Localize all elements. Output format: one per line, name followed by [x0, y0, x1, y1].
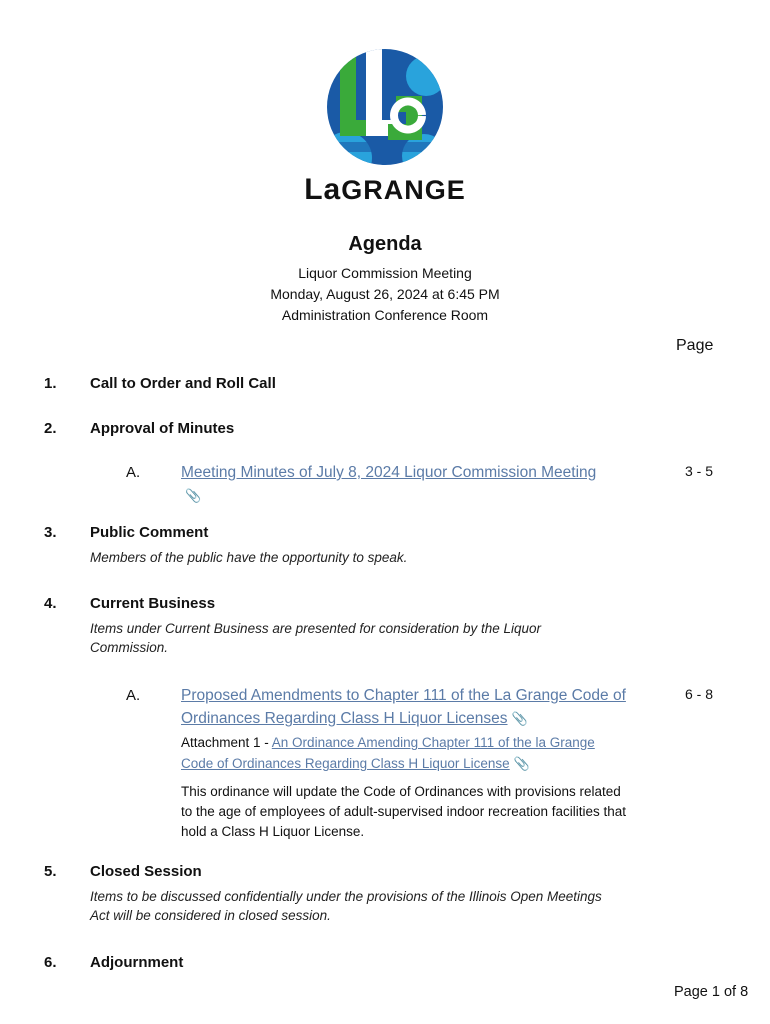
section-number: 1. [44, 375, 57, 392]
attachment-link[interactable]: An Ordinance Amending Chapter 111 of the la Grange Code of Ordinances Regarding Class H Liquor License [181, 735, 595, 771]
item-letter: A. [126, 687, 141, 704]
paperclip-icon[interactable]: 📎 [185, 488, 202, 503]
section-number: 6. [44, 954, 57, 971]
minutes-link[interactable] [181, 461, 651, 507]
page-column-header: Page [676, 337, 714, 354]
section-number: 4. [44, 595, 57, 612]
page-footer: Page 1 of 8 [674, 984, 749, 1000]
brand-first: La [304, 173, 342, 206]
section-description: Items under Current Business are presented for consideration by the Liquor Commission. [90, 621, 541, 655]
item-letter: A. [126, 464, 141, 481]
amendments-link[interactable] [181, 684, 626, 730]
section-number: 2. [44, 420, 57, 437]
la-grange-logo [307, 46, 463, 168]
attachment-prefix: Attachment 1 - [181, 735, 272, 750]
attachment-line [181, 732, 621, 774]
brand-second: GRANGE [341, 175, 466, 205]
item-body: This ordinance will update the Code of Ordinances with provisions related to the age of employees of adult-supervised indoor recreation facilities that hold a Class H Liquor License. [181, 784, 627, 839]
brand-wordmark [0, 173, 770, 207]
meeting-datetime: Monday, August 26, 2024 at 6:45 PM [270, 286, 500, 302]
section-title: Closed Session [90, 863, 202, 880]
paperclip-icon[interactable]: 📎 [513, 756, 530, 771]
section-number: 3. [44, 524, 57, 541]
section-title: Current Business [90, 595, 216, 612]
section-title: Approval of Minutes [90, 420, 235, 437]
section-title: Adjournment [90, 954, 184, 971]
section-description: Items to be discussed confidentially under the provisions of the Illinois Open Meetings Act will be considered in closed session. [90, 889, 602, 923]
meeting-location: Administration Conference Room [281, 307, 489, 323]
amendments-link-text[interactable]: Proposed Amendments to Chapter 111 of the La Grange Code of Ordinances Regarding Class H Liquor Licenses [181, 687, 626, 727]
page-title: Agenda [348, 233, 422, 255]
section-title: Public Comment [90, 524, 209, 541]
item-pages: 3 - 5 [685, 463, 714, 479]
paperclip-icon[interactable]: 📎 [511, 711, 528, 726]
section-title: Call to Order and Roll Call [90, 375, 276, 392]
section-number: 5. [44, 863, 57, 880]
item-pages: 6 - 8 [685, 686, 714, 702]
minutes-link-text[interactable]: Meeting Minutes of July 8, 2024 Liquor Commission Meeting [181, 464, 597, 481]
logo-emblem-icon [326, 46, 444, 168]
section-description: Members of the public have the opportunity to speak. [90, 550, 408, 565]
meeting-name: Liquor Commission Meeting [298, 265, 472, 281]
